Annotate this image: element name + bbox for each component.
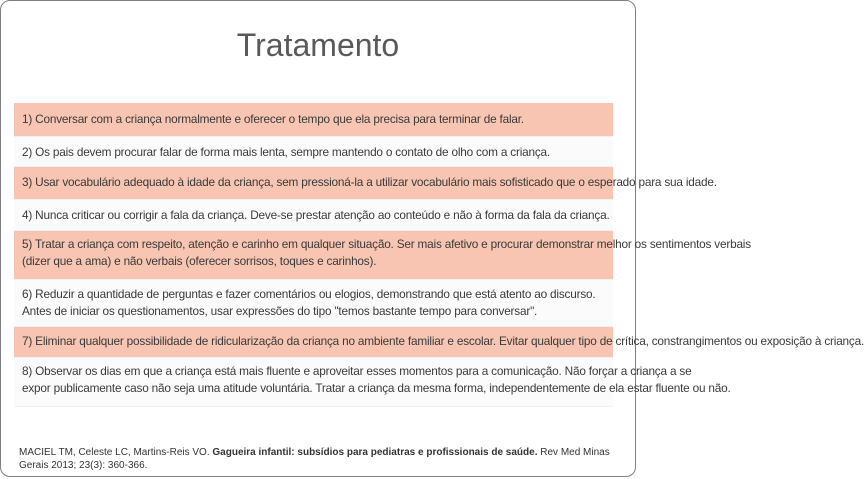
- list-item: [14, 136, 613, 167]
- item-line: 7) Eliminar qualquer possibilidade de ridicularização da criança no ambiente familiar e escolar. Evitar qualquer tipo de crítica, constrangimentos ou exposição à criança.: [22, 334, 864, 348]
- citation-source: Rev Med Minas Gerais 2013; 23(3): 360-366.: [19, 447, 610, 471]
- list-item: [14, 357, 731, 407]
- item-line: 4) Nunca criticar ou corrigir a fala da criança. Deve-se prestar atenção ao conteúdo e não à forma da fala da criança.: [22, 208, 610, 222]
- slide-title: Tratamento: [236, 27, 400, 63]
- citation-authors: MACIEL TM, Celeste LC, Martins-Reis VO.: [19, 447, 213, 458]
- list-item: [14, 103, 613, 136]
- list-item: [14, 231, 751, 279]
- item-line: 8) Observar os dias em que a criança está mais fluente e aproveitar esses momentos para a comunicação. Não forçar a criança a se: [22, 364, 692, 378]
- list-item: [14, 199, 613, 231]
- citation: [19, 446, 624, 472]
- list-item: [14, 327, 864, 357]
- item-line: expor publicamente caso não seja uma atitude voluntária. Tratar a criança da mesma forma, independentemente de ela estar fluente ou não.: [22, 381, 731, 395]
- citation-title: Gagueira infantil: subsídios para pediatras e profissionais de saúde.: [212, 447, 538, 458]
- item-line: Antes de iniciar os questionamentos, usar expressões do tipo "temos bastante tempo para conversar".: [22, 304, 538, 318]
- item-line: (dizer que a ama) e não verbais (oferecer sorrisos, toques e carinhos).: [22, 254, 377, 268]
- item-line: 1) Conversar com a criança normalmente e oferecer o tempo que ela precisa para terminar de falar.: [22, 112, 524, 126]
- list-item: [14, 167, 717, 199]
- item-line: 6) Reduzir a quantidade de perguntas e fazer comentários ou elogios, demonstrando que está atento ao discurso.: [22, 287, 596, 301]
- treatment-list: [14, 103, 864, 407]
- item-line: 2) Os pais devem procurar falar de forma mais lenta, sempre mantendo o contato de olho com a criança.: [22, 145, 550, 159]
- item-line: 3) Usar vocabulário adequado à idade da criança, sem pressioná-la a utilizar vocabulário mais sofisticado que o esperado para sua idade.: [22, 175, 717, 189]
- item-line: 5) Tratar a criança com respeito, atenção e carinho em qualquer situação. Ser mais afetivo e procurar demonstrar melhor os sentimentos verbais: [22, 237, 751, 251]
- list-item: [14, 279, 613, 327]
